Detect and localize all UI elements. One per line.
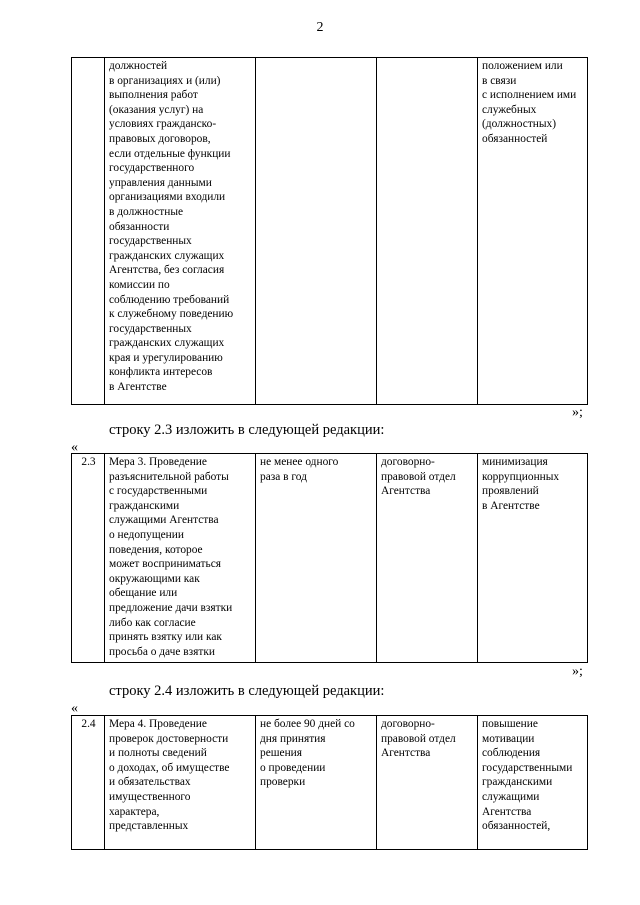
number-cell	[72, 58, 105, 405]
term-cell: не более 90 дней со дня принятия решения о проведении проверки	[256, 716, 377, 850]
number-cell: 2.4	[72, 716, 105, 850]
result-cell: повышение мотивации соблюдения государственными гражданскими служащими Агентства обязанностей,	[478, 716, 588, 850]
table-row	[72, 454, 588, 663]
page-number: 2	[316, 20, 324, 35]
open-quote: «	[71, 440, 78, 455]
instruction-2-4: строку 2.4 изложить в следующей редакции:	[109, 683, 385, 699]
table-row-2-4	[71, 715, 588, 850]
executor-cell	[377, 58, 478, 405]
result-cell	[478, 58, 588, 405]
term-cell	[256, 58, 377, 405]
table-continuation	[71, 57, 588, 405]
table-row	[72, 716, 588, 850]
result-cell: минимизация коррупционных проявлений в Агентстве	[478, 454, 588, 663]
measure-text: должностей в организациях и (или) выполнения работ (оказания услуг) на условиях гражданско- правовых договоров, если отдельные функции государственного управления данными организациями входили в должностные обязанности государственных гражданских служащих Агентства, без согласия комиссии по соблюдению требований к служебному поведению государственных гражданских служащих края и урегулированию конфликта интересов в Агентстве	[109, 60, 234, 394]
open-quote: «	[71, 701, 78, 716]
measure-cell: Мера 4. Проведение проверок достоверности и полноты сведений о доходах, об имуществе и обязательствах имущественного характера, представленных	[105, 716, 256, 850]
executor-cell: договорно- правовой отдел Агентства	[377, 454, 478, 663]
instruction-2-3: строку 2.3 изложить в следующей редакции:	[109, 422, 385, 438]
table-row	[72, 58, 588, 405]
result-text: положением или в связи с исполнением ими служебных (должностных) обязанностей	[482, 60, 577, 145]
close-quote: »;	[572, 664, 583, 679]
term-cell: не менее одного раза в год	[256, 454, 377, 663]
executor-cell: договорно- правовой отдел Агентства	[377, 716, 478, 850]
number-cell: 2.3	[72, 454, 105, 663]
table-row-2-3	[71, 453, 588, 663]
measure-cell	[105, 58, 256, 405]
measure-cell: Мера 3. Проведение разъяснительной работы с государственными гражданскими служащими Агентства о недопущении поведения, которое может восприниматься окружающими как обещание или предложение дачи взятки либо как согласие принять взятку или как просьба о даче взятки	[105, 454, 256, 663]
close-quote: »;	[572, 405, 583, 420]
